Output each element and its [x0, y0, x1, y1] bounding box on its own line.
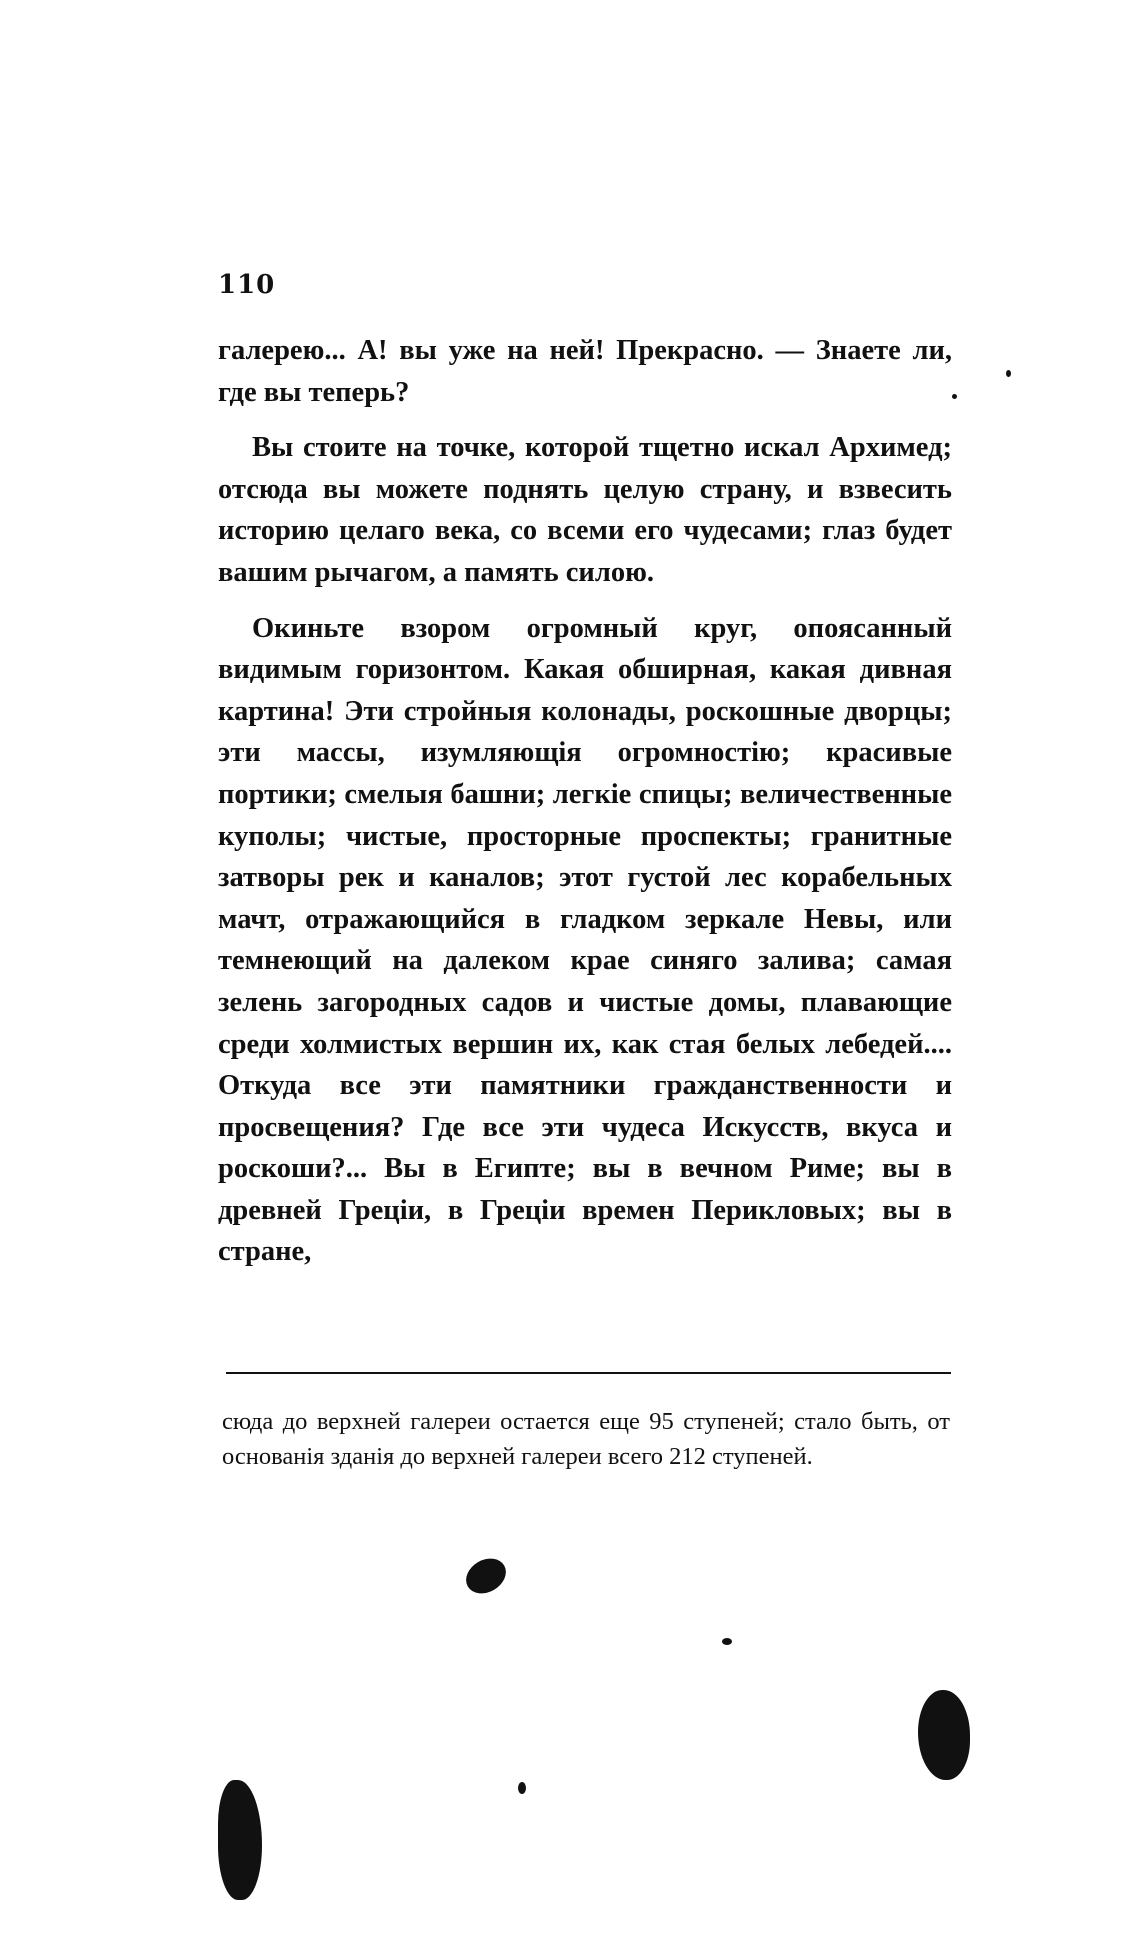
ink-speck	[1006, 370, 1011, 377]
footnote-divider	[226, 1372, 951, 1374]
ink-speck	[722, 1638, 732, 1645]
paragraph: Вы стоите на точке, которой тщетно искал Архимед; отсюда вы можете поднять целую страну, и взвесить историю целаго века, со всеми его чудесами; глаз будет вашим рычагом, а память силою.	[218, 432, 952, 588]
ink-blot	[918, 1690, 970, 1780]
ink-blot	[460, 1552, 512, 1601]
paragraph: Окиньте взором огромный круг, опоясанный видимым горизонтом. Какая обширная, какая дивная картина! Эти стройныя колонады, роскошные дворцы; эти массы, изумляющія огромностію; красивые портики; смелыя башни; легкіе спицы; величественные куполы; чистые, просторные проспекты; гранитные затворы рек и каналов; этот густой лес корабельных мачт, отражающийся в гладком зеркале Невы, или темнеющий на далеком крае синяго залива; самая зелень загородных садов и чистые домы, плавающие среди холмистых вершин их, как стая белых лебедей.... Откуда все эти памятники гражданственности и просвещения? Где все эти чудеса Искусств, вкуса и роскоши?... Вы в Египте; вы в вечном Риме; вы в древней Греціи, в Греціи времен Перикловых; вы в стране,	[218, 612, 952, 1268]
page-number: 110	[218, 270, 276, 300]
footnote	[222, 1404, 950, 1474]
ink-speck	[952, 394, 957, 399]
ink-speck	[518, 1782, 526, 1794]
ink-blot	[218, 1780, 262, 1900]
paragraph: галерею... А! вы уже на ней! Прекрасно. — Знаете ли, где вы теперь?	[218, 335, 952, 408]
main-text	[218, 330, 952, 1287]
footnote-text: сюда до верхней галереи остается еще 95 ступеней; стало быть, от основанія зданія до верхней галереи всего 212 ступеней.	[222, 1408, 950, 1470]
